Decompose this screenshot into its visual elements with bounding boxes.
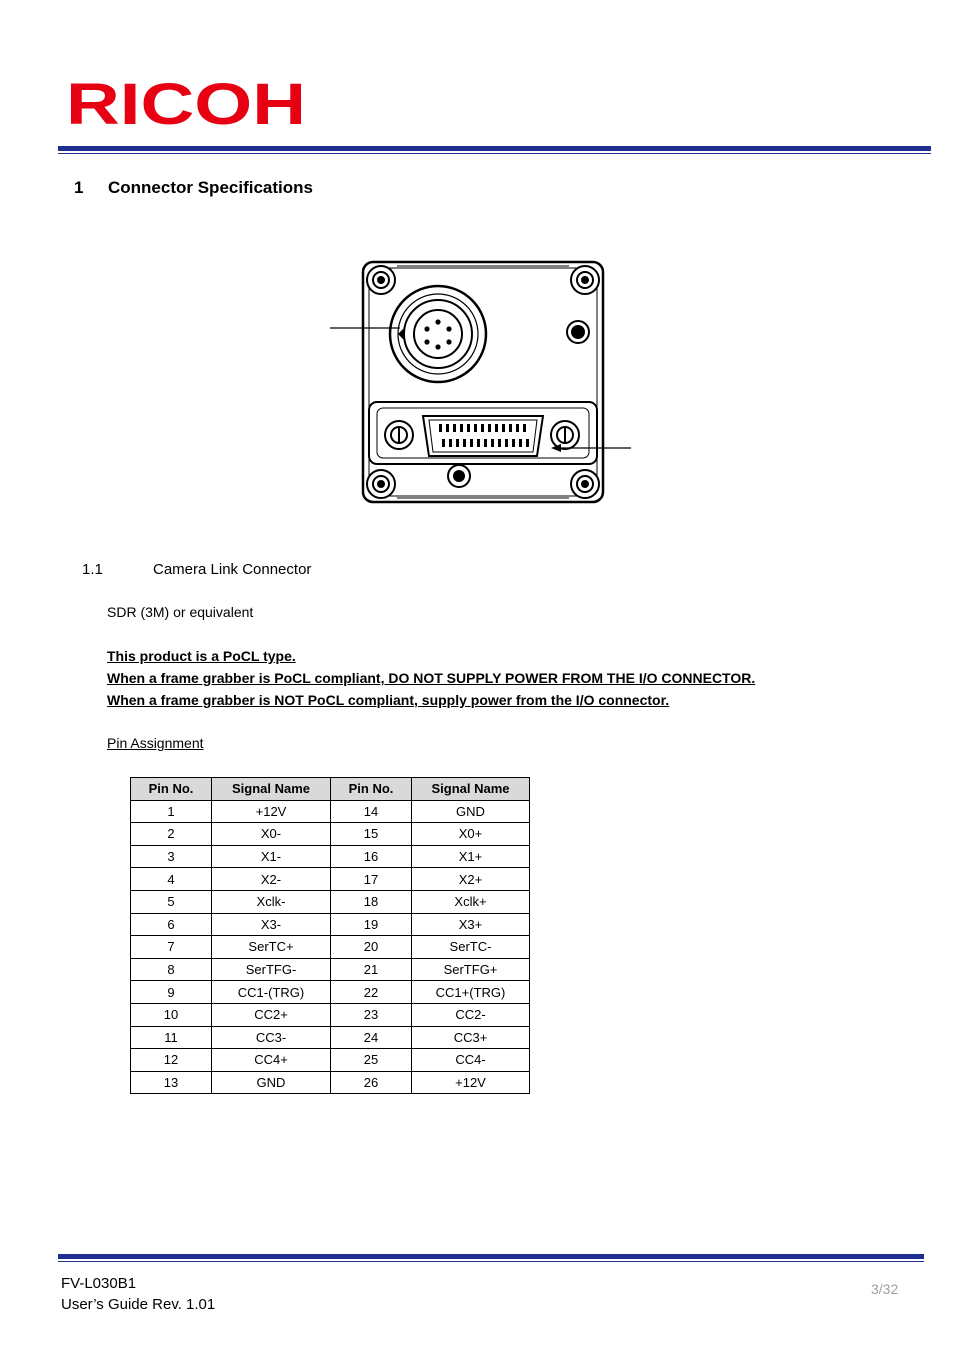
signal-cell: CC4+ [212,1049,331,1072]
pin-cell: 7 [131,936,212,959]
table-row [131,1026,530,1049]
table-row [131,1049,530,1072]
connector-type: SDR (3M) or equivalent [107,604,254,620]
camera-rear-diagram [325,258,635,506]
table-row [131,1071,530,1094]
pin-cell: 18 [331,890,412,913]
pin-assignment-label: Pin Assignment [107,735,204,751]
pin-cell: 12 [131,1049,212,1072]
pin-assignment-table [130,777,530,1094]
pin-cell: 21 [331,958,412,981]
screw-bottom-center-icon [448,465,470,487]
pin-cell: 8 [131,958,212,981]
signal-cell: X0- [212,823,331,846]
table-header-row [131,778,530,801]
table-row [131,913,530,936]
subsection-title: Camera Link Connector [153,561,312,578]
section-title: Connector Specifications [108,178,313,197]
pocl-warning-1: This product is a PoCL type. [107,648,296,664]
table-row [131,845,530,868]
header-signal-name: Signal Name [212,778,331,801]
signal-cell: CC2- [412,1003,530,1026]
table-row [131,1003,530,1026]
status-led-icon [567,321,589,343]
pocl-warning-2: When a frame grabber is PoCL compliant, DO NOT SUPPLY POWER FROM THE I/O CONNECTOR. [107,670,756,686]
camera-link-connector-icon [423,416,543,456]
signal-cell: X2+ [412,868,530,891]
footer-rule [58,1254,924,1259]
jack-screw-right-icon [551,421,579,449]
table-row [131,868,530,891]
header-rule [58,146,931,151]
signal-cell: CC1-(TRG) [212,981,331,1004]
header-signal-name: Signal Name [412,778,530,801]
pin-cell: 24 [331,1026,412,1049]
pin-cell: 9 [131,981,212,1004]
header-rule-thin [58,153,931,154]
jack-screw-left-icon [385,421,413,449]
pin-cell: 2 [131,823,212,846]
footer-info [61,1273,215,1315]
pin-cell: 13 [131,1071,212,1094]
subsection-heading [82,561,311,578]
screw-bottom-left-icon [367,470,395,498]
footer-guide: User’s Guide Rev. 1.01 [61,1296,216,1313]
pin-cell: 10 [131,1003,212,1026]
subsection-number: 1.1 [82,561,103,578]
signal-cell: CC1+(TRG) [412,981,530,1004]
pin-cell: 26 [331,1071,412,1094]
ricoh-logo [66,78,308,128]
footer-model: FV-L030B1 [61,1275,137,1292]
signal-cell: X1- [212,845,331,868]
pin-cell: 14 [331,800,412,823]
pin-cell: 6 [131,913,212,936]
table-row [131,823,530,846]
signal-cell: X2- [212,868,331,891]
pin-cell: 1 [131,800,212,823]
pin-cell: 19 [331,913,412,936]
pocl-warning-3: When a frame grabber is NOT PoCL compliant, supply power from the I/O connector. [107,692,670,708]
header-pin-no: Pin No. [331,778,412,801]
signal-cell: X1+ [412,845,530,868]
table-row [131,958,530,981]
signal-cell: +12V [412,1071,530,1094]
screw-top-right-icon [571,266,599,294]
pin-cell: 20 [331,936,412,959]
pin-cell: 22 [331,981,412,1004]
pin-cell: 4 [131,868,212,891]
pin-cell: 16 [331,845,412,868]
signal-cell: CC3- [212,1026,331,1049]
pin-cell: 23 [331,1003,412,1026]
pin-cell: 17 [331,868,412,891]
table-row [131,890,530,913]
signal-cell: SerTFG- [212,958,331,981]
screw-top-left-icon [367,266,395,294]
table-row [131,936,530,959]
signal-cell: GND [212,1071,331,1094]
pin-cell: 11 [131,1026,212,1049]
section-number: 1 [74,178,84,197]
signal-cell: GND [412,800,530,823]
header-pin-no: Pin No. [131,778,212,801]
signal-cell: Xclk+ [412,890,530,913]
signal-cell: X3- [212,913,331,936]
signal-cell: CC4- [412,1049,530,1072]
signal-cell: +12V [212,800,331,823]
footer-rule-thin [58,1261,924,1262]
pin-cell: 15 [331,823,412,846]
signal-cell: SerTC- [412,936,530,959]
pin-cell: 3 [131,845,212,868]
io-connector-icon [390,286,486,382]
table-row [131,981,530,1004]
signal-cell: Xclk- [212,890,331,913]
signal-cell: CC3+ [412,1026,530,1049]
logo-text: RICOH [66,78,306,128]
signal-cell: CC2+ [212,1003,331,1026]
screw-bottom-right-icon [571,470,599,498]
signal-cell: SerTC+ [212,936,331,959]
signal-cell: X0+ [412,823,530,846]
table-row [131,800,530,823]
page-number: 3/32 [871,1281,899,1297]
signal-cell: SerTFG+ [412,958,530,981]
section-heading [74,178,313,198]
pin-cell: 5 [131,890,212,913]
pin-cell: 25 [331,1049,412,1072]
signal-cell: X3+ [412,913,530,936]
